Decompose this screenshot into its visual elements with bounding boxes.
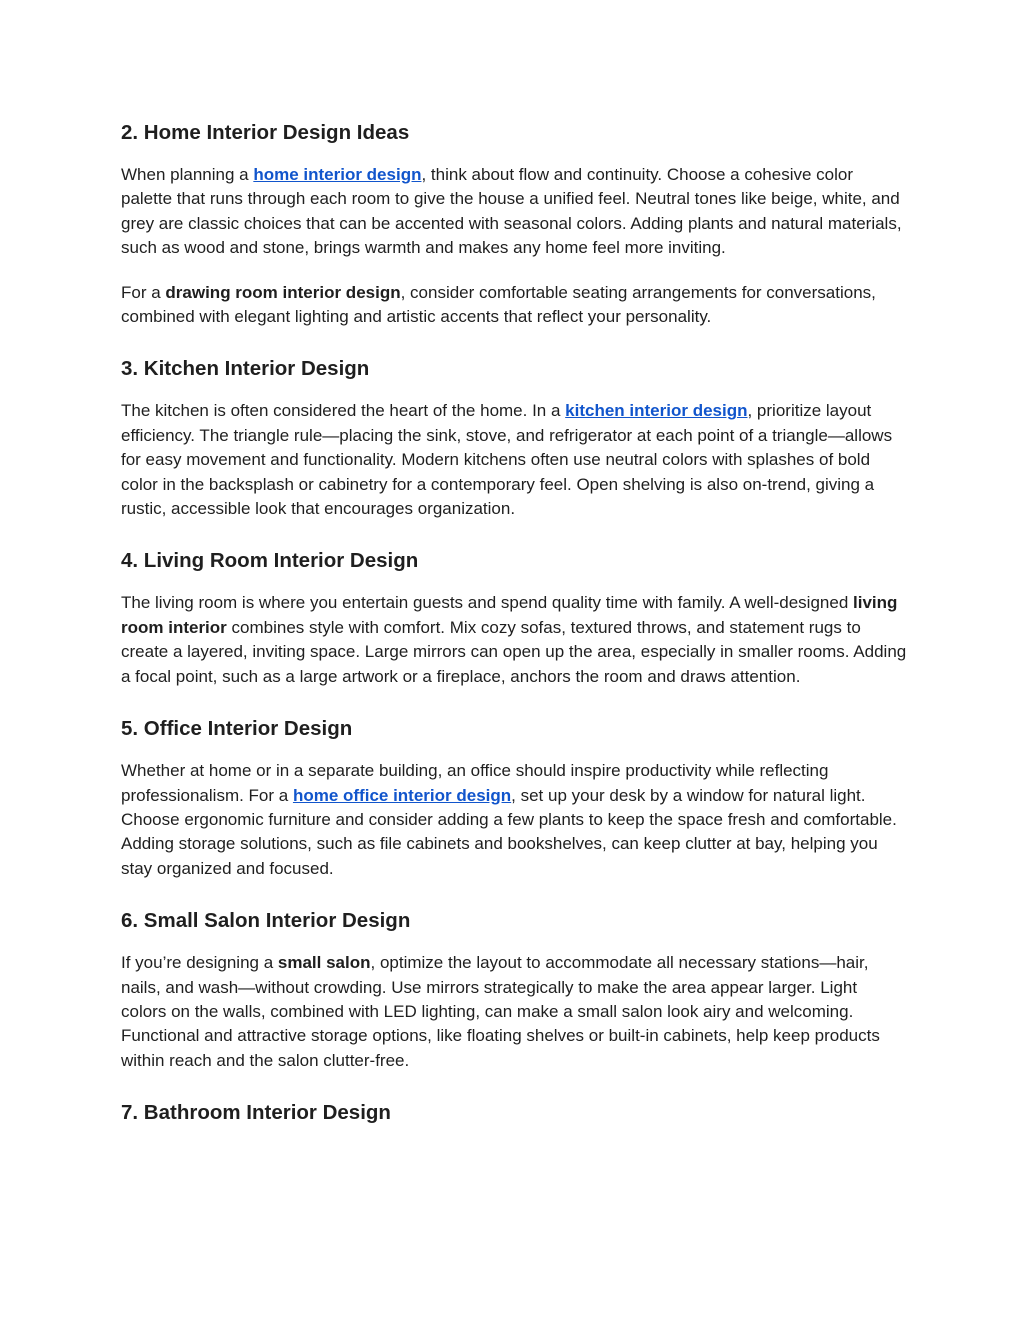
text-segment: For a <box>121 282 166 302</box>
text-segment: , prioritize layout efficiency. The triangle rule—placing the sink, stove, and refrigerator at each point of a triangle—allows for easy movement and functionality. Modern kitchens often use neutral colors with splashes of bold color in the backsplash or cabinetry for a contemporary feel. Open shelving is also on-trend, giving a rustic, accessible look that encourages organization. <box>121 401 893 519</box>
text-segment: The living room is where you entertain guests and spend quality time with family. A well-designed <box>121 593 854 613</box>
section-heading-living-room: 4. Living Room Interior Design <box>121 549 419 573</box>
text-segment: When planning a <box>121 165 254 184</box>
text-segment: , think about flow and continuity. Choose a cohesive color palette that runs through each room to give the house a unified feel. Neutral tones like beige, white, and grey are classic choices that can be accented with seasonal colors. Adding plants and natural materials, such as wood and stone, brings warmth and makes any home feel more inviting. <box>121 165 902 258</box>
kitchen-interior-design-link[interactable]: kitchen interior design <box>565 401 748 421</box>
bold-living-room-interior: living room interior <box>121 593 898 637</box>
bold-small-salon: small salon <box>277 953 371 973</box>
text-segment: combines style with comfort. Mix cozy sofas, textured throws, and statement rugs to create a layered, inviting space. Large mirrors can open up the area, especially in smaller rooms. Adding a focal point, such as a large artwork or a fireplace, anchors the room and draws attention. <box>121 617 907 686</box>
text-segment: Whether at home or in a separate building, an office should inspire productivity while reflecting professionalism. For a <box>121 761 829 805</box>
paragraph-small-salon <box>121 951 907 1073</box>
paragraph-office <box>121 759 907 881</box>
text-segment: , optimize the layout to accommodate all necessary stations—hair, nails, and wash—without crowding. Use mirrors strategically to make the area appear larger. Light colors on the walls, combined with LED lighting, can make a small salon look airy and welcoming. Functional and attractive storage options, like floating shelves or built-in cabinets, help keep products within reach and the salon clutter-free. <box>121 953 880 1070</box>
paragraph-drawing-room <box>121 281 907 330</box>
home-interior-design-link[interactable]: home interior design <box>253 165 422 184</box>
paragraph-living-room <box>121 591 907 689</box>
section-heading-home-interior: 2. Home Interior Design Ideas <box>121 121 410 144</box>
paragraph-home-interior <box>121 163 907 261</box>
text-segment: If you’re designing a <box>121 953 278 973</box>
document-page <box>121 118 907 1128</box>
paragraph-kitchen <box>121 399 907 521</box>
section-heading-office: 5. Office Interior Design <box>121 717 353 741</box>
text-segment: , consider comfortable seating arrangements for conversations, combined with elegant lighting and artistic accents that reflect your personality. <box>121 282 876 327</box>
section-heading-small-salon: 6. Small Salon Interior Design <box>121 909 411 933</box>
text-segment: , set up your desk by a window for natural light. Choose ergonomic furniture and consider adding a few plants to keep the space fresh and comfortable. Adding storage solutions, such as file cabinets and bookshelves, can keep clutter at bay, helping you stay organized and focused. <box>121 785 897 878</box>
bold-drawing-room: drawing room interior design <box>165 282 401 302</box>
section-heading-kitchen: 3. Kitchen Interior Design <box>121 357 370 381</box>
section-heading-bathroom: 7. Bathroom Interior Design <box>121 1101 391 1125</box>
text-segment: The kitchen is often considered the heart of the home. In a <box>121 401 566 421</box>
home-office-interior-design-link[interactable]: home office interior design <box>292 785 512 805</box>
